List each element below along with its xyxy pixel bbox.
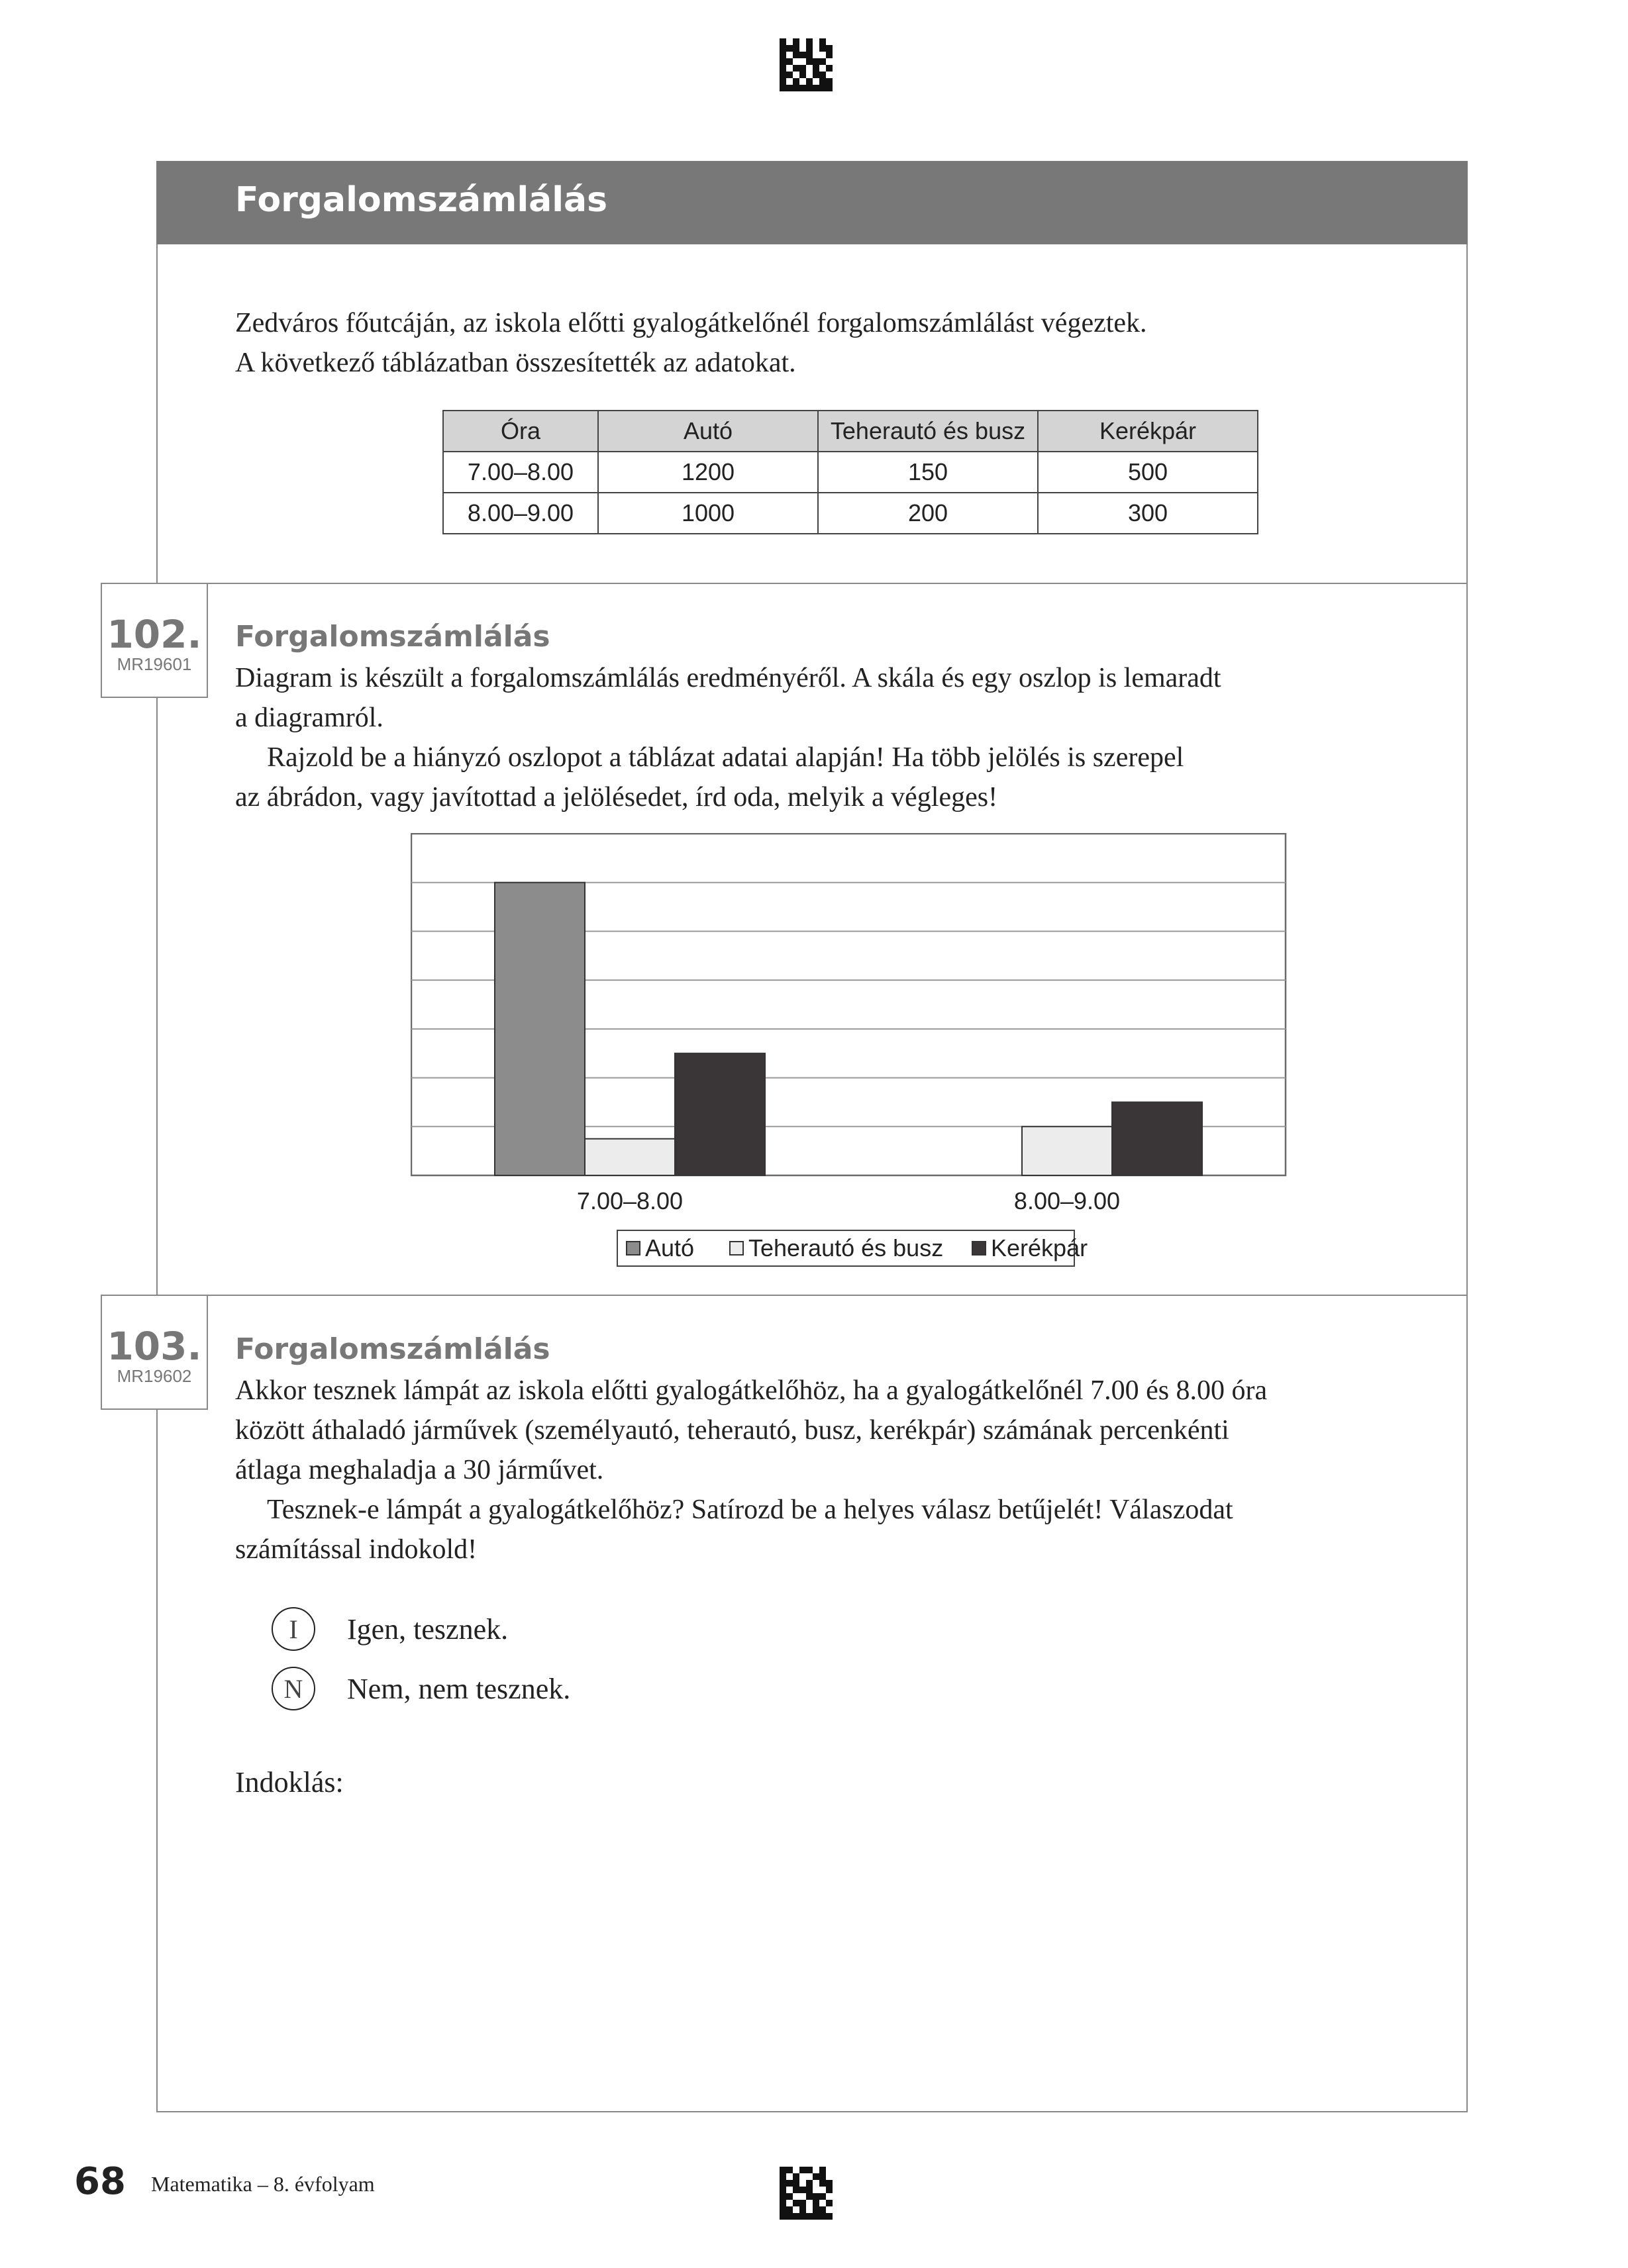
table-cell: 150: [818, 452, 1038, 493]
question-code: MR19602: [117, 1366, 192, 1386]
section-title: Forgalomszámlálás: [235, 180, 608, 220]
page-number: 68: [74, 2160, 126, 2203]
question-number: 103.: [107, 1324, 202, 1369]
question-text-line: az ábrádon, vagy javítottad a jelölésedet, írd oda, melyik a végleges!: [235, 782, 998, 813]
top-qr-code: [780, 38, 833, 91]
question-title: Forgalomszámlálás: [235, 620, 550, 654]
legend-label: Kerékpár: [991, 1234, 1088, 1261]
intro-line-2: A következő táblázatban összesítették az adatokat.: [235, 348, 796, 378]
table-header: Óra: [443, 411, 598, 452]
legend-label: Autó: [645, 1234, 695, 1261]
bar-1-1: [495, 883, 585, 1175]
intro-line-1: Zedváros főutcáján, az iskola előtti gyalogátkelőnél forgalomszámlálást végeztek.: [235, 308, 1147, 338]
question-text: Rajzold be a hiányzó oszlopot a táblázat adatai alapján! Ha több jelölés is szerepel: [267, 742, 1184, 773]
question-text-line: a diagramról.: [235, 703, 383, 733]
table-header-row: [443, 411, 1258, 452]
bar-1-2: [585, 1139, 675, 1175]
option-label: Nem, nem tesznek.: [347, 1672, 571, 1705]
table-header: Autó: [598, 411, 818, 452]
bar-1-3: [675, 1054, 765, 1175]
bar-2-2: [1022, 1126, 1112, 1175]
question-number: 102.: [107, 612, 202, 657]
answer-option-yes[interactable]: [272, 1606, 508, 1652]
question-text-line: között áthaladó járművek (személyautó, teherautó, busz, kerékpár) számának percenkénti: [235, 1415, 1229, 1446]
question-text-line: átlaga meghaladja a 30 járművet.: [235, 1455, 604, 1485]
option-letter-circle[interactable]: I: [272, 1607, 315, 1651]
justification-label: Indoklás:: [235, 1766, 344, 1799]
table-header: Kerékpár: [1038, 411, 1258, 452]
table-cell: 300: [1038, 493, 1258, 534]
section-divider: [156, 583, 1468, 584]
question-text-line: [235, 738, 1184, 777]
traffic-bar-chart: [411, 833, 1298, 1270]
table-cell: 7.00–8.00: [443, 452, 598, 493]
question-number-box: [101, 583, 208, 698]
question-number-box: [101, 1295, 208, 1410]
option-letter-circle[interactable]: N: [272, 1667, 315, 1710]
option-label: Igen, tesznek.: [347, 1612, 509, 1646]
legend-label: Teherautó és busz: [748, 1234, 944, 1261]
table-cell: 1000: [598, 493, 818, 534]
question-code: MR19601: [117, 654, 192, 674]
question-text-line: számítással indokold!: [235, 1534, 478, 1565]
table-cell: 200: [818, 493, 1038, 534]
question-text-line: Diagram is készült a forgalomszámlálás eredményéről. A skála és egy oszlop is lemaradt: [235, 663, 1221, 693]
question-text: Tesznek-e lámpát a gyalogátkelőhöz? Satírozd be a helyes válasz betűjelét! Válaszodat: [267, 1495, 1233, 1525]
table-row: [443, 452, 1258, 493]
question-text-line: [235, 1490, 1233, 1530]
section-divider: [156, 1295, 1468, 1296]
footer-text: Matematika – 8. évfolyam: [151, 2172, 375, 2196]
table-cell: 1200: [598, 452, 818, 493]
bar-2-3: [1112, 1102, 1202, 1175]
bottom-qr-code: [780, 2167, 833, 2220]
answer-option-no[interactable]: [272, 1665, 570, 1712]
question-title: Forgalomszámlálás: [235, 1332, 550, 1366]
x-tick-label: 7.00–8.00: [576, 1187, 684, 1214]
table-cell: 500: [1038, 452, 1258, 493]
table-cell: 8.00–9.00: [443, 493, 598, 534]
question-text-line: Akkor tesznek lámpát az iskola előtti gyalogátkelőhöz, ha a gyalogátkelőnél 7.00 és 8.00 óra: [235, 1375, 1268, 1406]
table-row: [443, 493, 1258, 534]
legend-swatch: [627, 1242, 640, 1255]
traffic-table: [442, 410, 1258, 534]
legend-swatch: [972, 1242, 986, 1255]
table-header: Teherautó és busz: [818, 411, 1038, 452]
x-tick-label: 8.00–9.00: [1013, 1187, 1121, 1214]
legend-swatch: [730, 1242, 743, 1255]
